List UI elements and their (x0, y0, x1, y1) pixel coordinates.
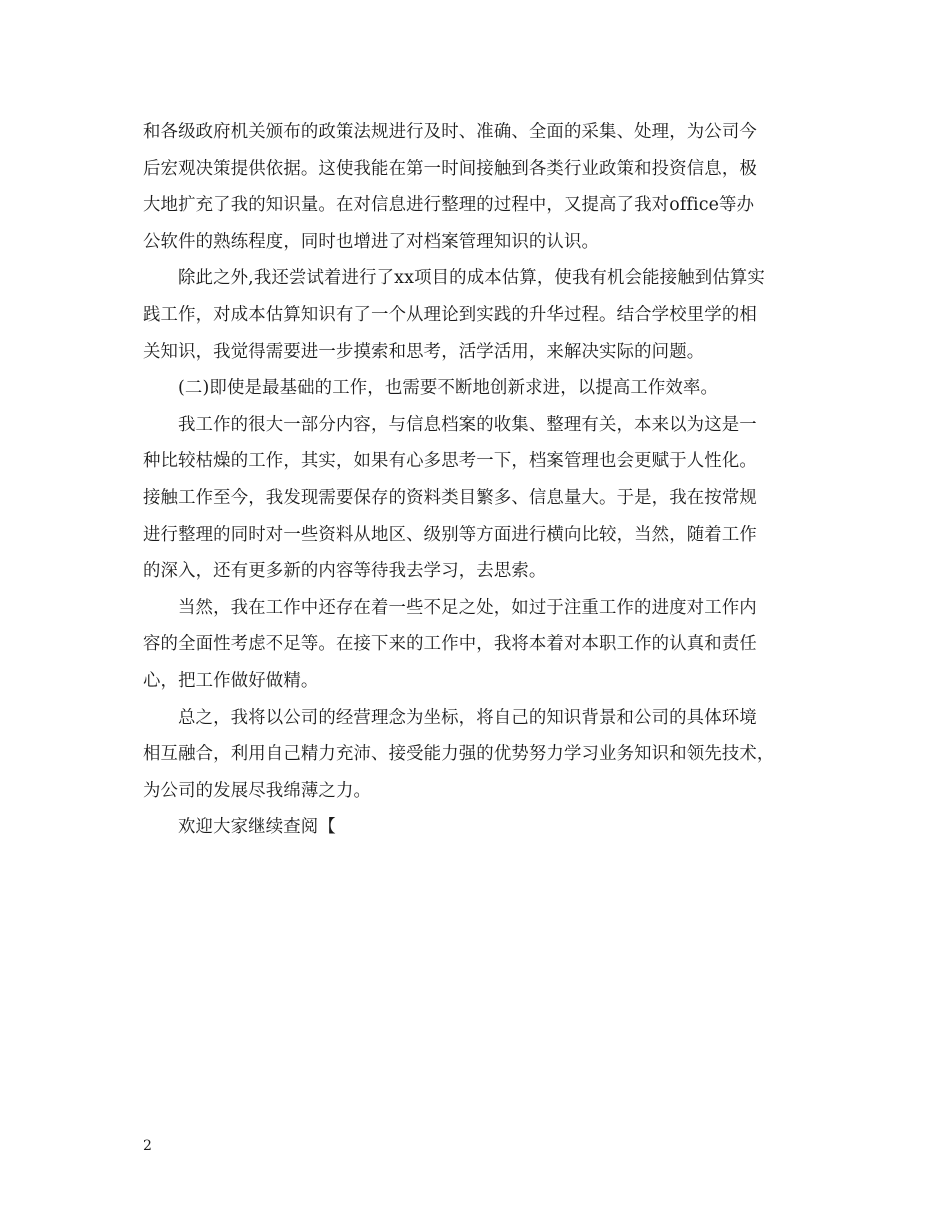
section-heading: (二)即使是最基础的工作，也需要不断地创新求进，以提高工作效率。 (178, 378, 719, 399)
text-line: 相互融合，利用自己精力充沛、接受能力强的优势努力学习业务知识和领先技术， (143, 744, 775, 765)
text-line: 接触工作至今，我发现需要保存的资料类目繁多、信息量大。于是，我在按常规 (143, 487, 757, 508)
text-line: 公软件的熟练程度，同时也增进了对档案管理知识的认识。 (143, 231, 600, 252)
text-line: 进行整理的同时对一些资料从地区、级别等方面进行横向比较，当然，随着工作 (143, 524, 757, 545)
page-number: 2 (143, 1138, 152, 1154)
text-line: 的深入，还有更多新的内容等待我去学习，去思索。 (143, 561, 547, 582)
text-line: 容的全面性考虑不足等。在接下来的工作中，我将本着对本职工作的认真和责任 (143, 634, 757, 655)
paragraph-first-line: 我工作的很大一部分内容，与信息档案的收集、整理有关，本来以为这是一 (178, 414, 757, 435)
paragraph-first-line: 总之，我将以公司的经营理念为坐标，将自己的知识背景和公司的具体环境 (178, 707, 757, 728)
text-line: 关知识，我觉得需要进一步摸索和思考，活学活用，来解决实际的问题。 (143, 341, 705, 362)
paragraph-first-line: 当然，我在工作中还存在着一些不足之处，如过于注重工作的进度对工作内 (178, 597, 757, 618)
text-line: 后宏观决策提供依据。这使我能在第一时间接触到各类行业政策和投资信息，极 (143, 158, 757, 179)
text-line: 和各级政府机关颁布的政策法规进行及时、准确、全面的采集、处理，为公司今 (143, 122, 757, 142)
text-line: 心，把工作做好做精。 (143, 670, 319, 691)
text-line: 种比较枯燥的工作，其实，如果有心多思考一下，档案管理也会更赋于人性化。 (143, 451, 757, 472)
text-line: 大地扩充了我的知识量。在对信息进行整理的过程中，又提高了我对office等办 (143, 195, 755, 216)
document-body (143, 114, 808, 846)
text-line: 践工作，对成本估算知识有了一个从理论到实践的升华过程。结合学校里学的相 (143, 304, 757, 325)
closing-line: 欢迎大家继续查阅【 (178, 817, 336, 838)
text-line: 为公司的发展尽我绵薄之力。 (143, 780, 372, 801)
paragraph-first-line: 除此之外,我还尝试着进行了xx项目的成本估算，使我有机会能接触到估算实 (178, 268, 765, 289)
